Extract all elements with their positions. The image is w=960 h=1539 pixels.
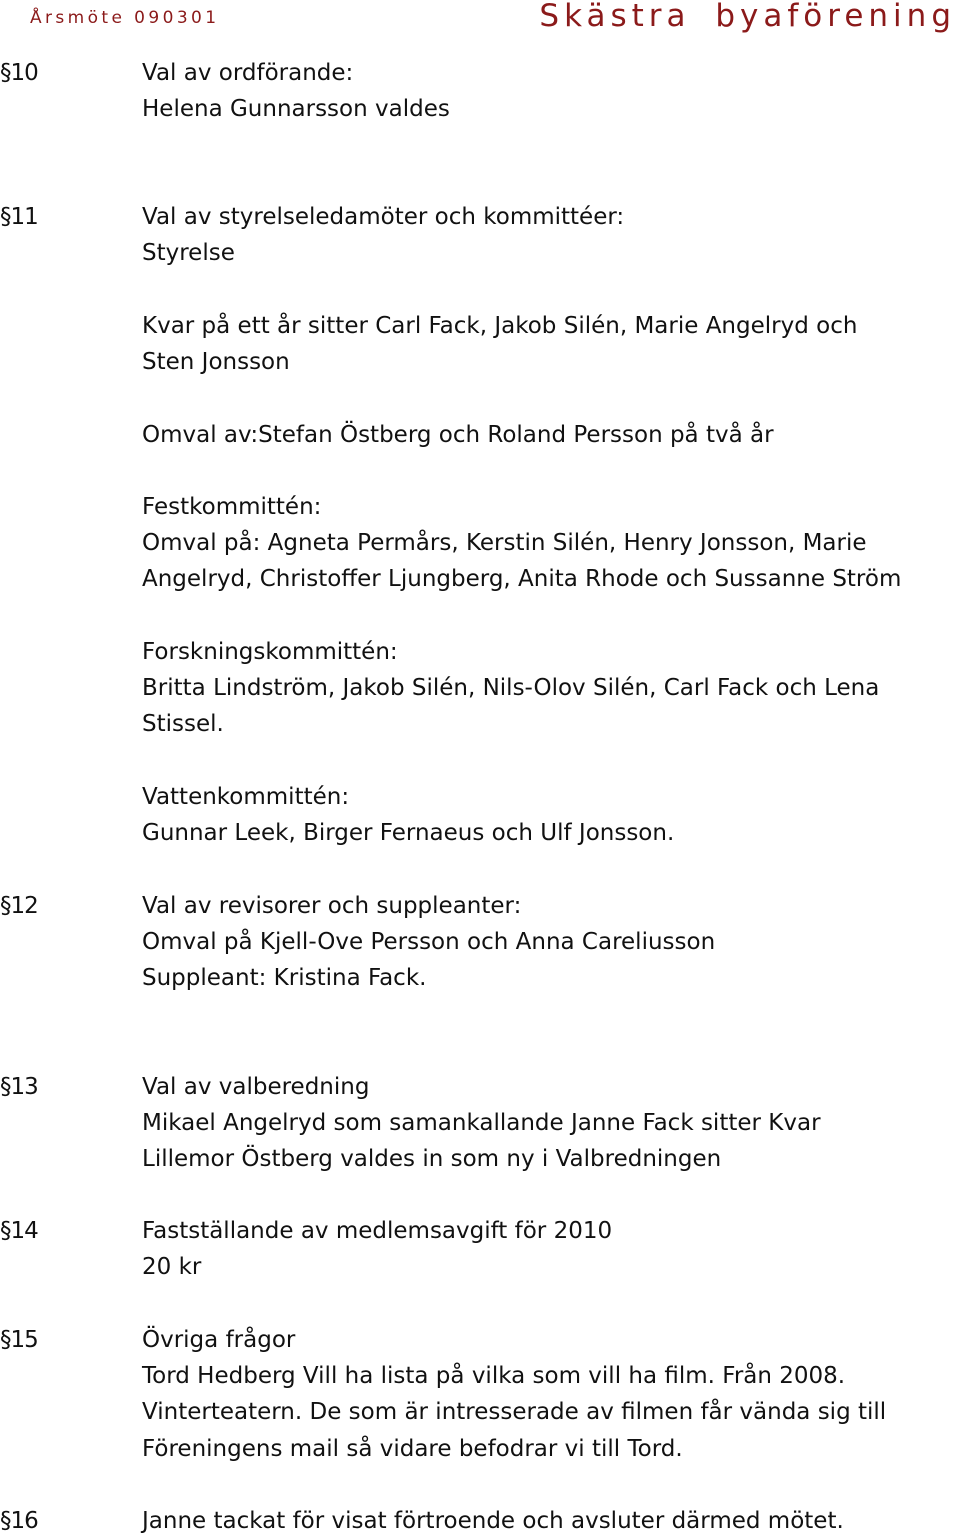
text-line: Stissel.: [142, 711, 224, 738]
paragraph: [142, 1069, 957, 1178]
text-line: Lillemor Östberg valdes in som ny i Valbredningen: [142, 1146, 722, 1173]
text-line: Omval på Kjell-Ove Persson och Anna Careliusson: [142, 929, 716, 956]
text-line: Övriga frågor: [142, 1327, 296, 1353]
paragraph: [142, 308, 957, 380]
section-body: [142, 55, 957, 127]
section-body: [142, 1213, 957, 1285]
paragraph: [142, 199, 957, 271]
section-number: §12: [0, 893, 38, 919]
text-line: Val av revisorer och suppleanter:: [142, 893, 522, 919]
text-line: Vattenkommittén:: [142, 784, 350, 811]
section-number: §11: [0, 204, 38, 230]
section-number: §10: [0, 60, 38, 86]
section-body: [142, 1503, 957, 1539]
text-line: Forskningskommittén:: [142, 639, 398, 666]
paragraph: [142, 888, 957, 997]
paragraph: [142, 489, 957, 598]
text-line: Suppleant: Kristina Fack.: [142, 965, 427, 992]
text-line: 20 kr: [142, 1254, 202, 1281]
section-body: [142, 888, 957, 997]
section-number: §13: [0, 1074, 38, 1100]
paragraph: [142, 779, 957, 851]
text-line: Omval av:Stefan Östberg och Roland Persson på två år: [142, 421, 774, 448]
text-line: Fastställande av medlemsavgift för 2010: [142, 1218, 613, 1244]
text-line: Janne tackat för visat förtroende och avsluter därmed mötet.: [142, 1508, 844, 1534]
paragraph: [142, 55, 957, 127]
text-line: Kvar på ett år sitter Carl Fack, Jakob Silén, Marie Angelryd och: [142, 312, 858, 339]
paragraph: [142, 634, 957, 743]
text-line: Angelryd, Christoffer Ljungberg, Anita Rhode och Sussanne Ström: [142, 566, 902, 593]
text-line: Sten Jonsson: [142, 348, 290, 375]
text-line: Helena Gunnarsson valdes: [142, 96, 450, 123]
text-line: Val av ordförande:: [142, 60, 354, 86]
text-line: Mikael Angelryd som samankallande Janne Fack sitter Kvar: [142, 1110, 821, 1137]
text-line: Festkommittén:: [142, 494, 322, 521]
text-line: Val av valberedning: [142, 1074, 370, 1100]
text-line: Gunnar Leek, Birger Fernaeus och Ulf Jonsson.: [142, 820, 675, 847]
paragraph: [142, 1322, 957, 1467]
paragraph: [142, 1213, 957, 1285]
text-line: Tord Hedberg Vill ha lista på vilka som vill ha film. Från 2008.: [142, 1363, 846, 1390]
section-number: §15: [0, 1327, 38, 1353]
association-name-header: Skästra byaförening: [539, 0, 956, 34]
text-line: Val av styrelseledamöter och kommittéer:: [142, 204, 625, 230]
text-line: Föreningens mail så vidare befodrar vi till Tord.: [142, 1435, 683, 1462]
section-body: [142, 1069, 957, 1178]
paragraph: [142, 417, 957, 453]
section-number: §14: [0, 1218, 38, 1244]
text-line: Britta Lindström, Jakob Silén, Nils-Olov Silén, Carl Fack och Lena: [142, 675, 880, 702]
text-line: Styrelse: [142, 240, 235, 267]
meeting-date-header: Årsmöte 090301: [30, 8, 220, 28]
text-line: Omval på: Agneta Permårs, Kerstin Silén, Henry Jonsson, Marie: [142, 530, 867, 557]
section-body: [142, 1322, 957, 1467]
section-number: §16: [0, 1508, 38, 1534]
section-body: [142, 199, 957, 851]
text-line: Vinterteatern. De som är intresserade av filmen får vända sig till: [142, 1399, 887, 1426]
paragraph: [142, 1503, 957, 1539]
